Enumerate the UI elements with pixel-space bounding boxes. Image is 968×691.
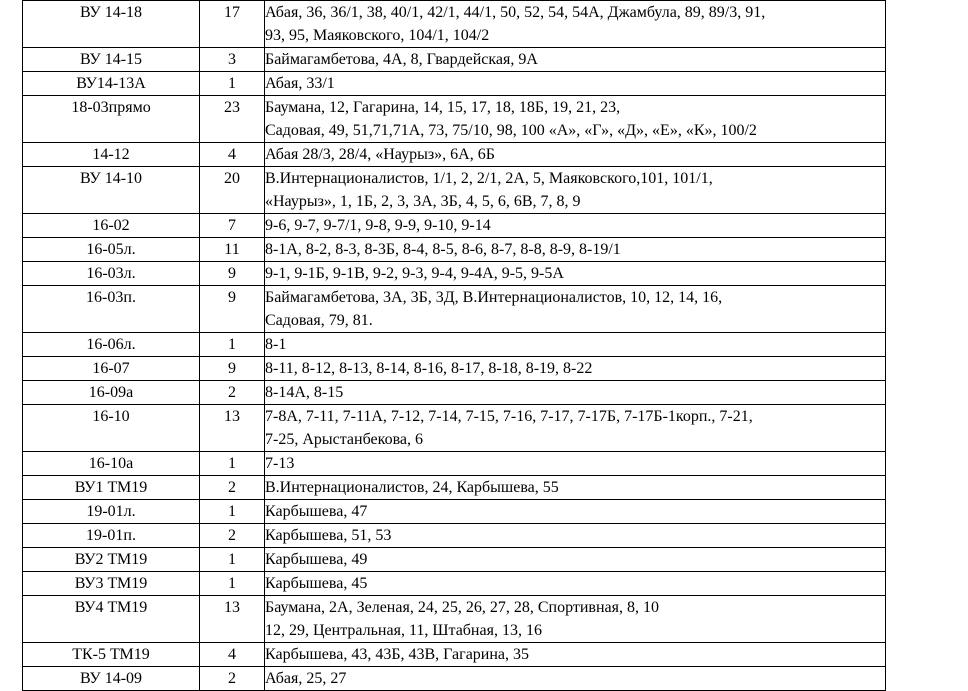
addresses-text: Баймагамбетова, 4А, 8, Гвардейская, 9А — [265, 51, 538, 68]
addresses-text: Абая 28/3, 28/4, «Наурыз», 6А, 6Б — [265, 146, 495, 163]
addresses-text: 7-8А, 7-11, 7-11А, 7-12, 7-14, 7-15, 7-16, 7-17, 7-17Б, 7-17Б-1корп., 7-21, 7-25, Арыстанбекова, 6 — [265, 408, 753, 448]
row-addresses — [265, 333, 886, 357]
row-addresses — [265, 286, 886, 333]
addresses-text: 9-1, 9-1Б, 9-1В, 9-2, 9-3, 9-4, 9-4А, 9-5, 9-5А — [265, 265, 564, 282]
row-code: 16-03л. — [23, 262, 200, 286]
row-code: ВУ14-13А — [23, 72, 200, 96]
addresses-text: 9-6, 9-7, 9-7/1, 9-8, 9-9, 9-10, 9-14 — [265, 217, 491, 234]
addresses-text: Карбышева, 49 — [265, 551, 368, 568]
row-addresses — [265, 405, 886, 452]
row-addresses — [265, 357, 886, 381]
row-code: ВУ1 ТМ19 — [23, 476, 200, 500]
row-addresses — [265, 500, 886, 524]
row-count: 9 — [200, 357, 265, 381]
addresses-text: 8-1 — [265, 336, 287, 353]
row-code: 16-03п. — [23, 286, 200, 333]
row-addresses — [265, 524, 886, 548]
row-count: 1 — [200, 72, 265, 96]
row-addresses — [265, 381, 886, 405]
addresses-text: 8-11, 8-12, 8-13, 8-14, 8-16, 8-17, 8-18, 8-19, 8-22 — [265, 360, 593, 377]
row-addresses — [265, 1, 886, 48]
addresses-text: Карбышева, 51, 53 — [265, 527, 392, 544]
row-count: 2 — [200, 524, 265, 548]
addresses-text: Карбышева, 45 — [265, 575, 368, 592]
row-addresses — [265, 214, 886, 238]
row-code: ВУ 14-15 — [23, 48, 200, 72]
addresses-text: 8-1А, 8-2, 8-3, 8-3Б, 8-4, 8-5, 8-6, 8-7, 8-8, 8-9, 8-19/1 — [265, 241, 621, 258]
addresses-text: 8-14А, 8-15 — [265, 384, 344, 401]
row-count: 4 — [200, 643, 265, 667]
row-code: 19-01л. — [23, 500, 200, 524]
table-row — [23, 333, 886, 357]
row-count: 4 — [200, 143, 265, 167]
row-addresses — [265, 643, 886, 667]
row-count: 1 — [200, 500, 265, 524]
row-count: 9 — [200, 262, 265, 286]
row-count: 1 — [200, 333, 265, 357]
table-row — [23, 643, 886, 667]
row-code: 16-09а — [23, 381, 200, 405]
table-row — [23, 572, 886, 596]
row-code: 16-06л. — [23, 333, 200, 357]
row-count: 17 — [200, 1, 265, 48]
row-count: 1 — [200, 572, 265, 596]
row-addresses — [265, 476, 886, 500]
row-code: 16-10 — [23, 405, 200, 452]
row-code: ВУ2 ТМ19 — [23, 548, 200, 572]
row-code: ВУ 14-18 — [23, 1, 200, 48]
table-row — [23, 48, 886, 72]
addresses-text: В.Интернационалистов, 24, Карбышева, 55 — [265, 479, 559, 496]
addresses-text: Абая, 33/1 — [265, 75, 335, 92]
row-count: 13 — [200, 596, 265, 643]
row-count: 2 — [200, 667, 265, 691]
row-count: 2 — [200, 381, 265, 405]
row-addresses — [265, 72, 886, 96]
addresses-text: Баумана, 2А, Зеленая, 24, 25, 26, 27, 28, Спортивная, 8, 10 12, 29, Центральная, 11, Штабная, 13, 16 — [265, 599, 659, 639]
row-addresses — [265, 262, 886, 286]
row-addresses — [265, 167, 886, 214]
row-code: 19-01п. — [23, 524, 200, 548]
address-table — [22, 0, 886, 691]
row-addresses — [265, 452, 886, 476]
table-row — [23, 548, 886, 572]
row-code: ВУ3 ТМ19 — [23, 572, 200, 596]
table-row — [23, 596, 886, 643]
addresses-text: Баймагамбетова, 3А, 3Б, 3Д, В.Интернационалистов, 10, 12, 14, 16, Садовая, 79, 81. — [265, 289, 723, 329]
table-row — [23, 72, 886, 96]
row-addresses — [265, 548, 886, 572]
table-row — [23, 214, 886, 238]
table-row — [23, 96, 886, 143]
row-count: 13 — [200, 405, 265, 452]
addresses-text: Абая, 36, 36/1, 38, 40/1, 42/1, 44/1, 50, 52, 54, 54А, Джамбула, 89, 89/3, 91, 93, 95, Маяковского, 104/1, 104/2 — [265, 4, 766, 44]
addresses-text: Карбышева, 43, 43Б, 43В, Гагарина, 35 — [265, 646, 530, 663]
addresses-text: Абая, 25, 27 — [265, 670, 347, 687]
row-addresses — [265, 596, 886, 643]
addresses-text: Баумана, 12, Гагарина, 14, 15, 17, 18, 18Б, 19, 21, 23, Садовая, 49, 51,71,71А, 73, 75/10, 98, 100 «А», «Г», «Д», «Е», «К», 100/2 — [265, 99, 757, 139]
row-code: 16-07 — [23, 357, 200, 381]
row-code: 16-10а — [23, 452, 200, 476]
row-code: ВУ 14-09 — [23, 667, 200, 691]
table-row — [23, 262, 886, 286]
row-count: 11 — [200, 238, 265, 262]
table-row — [23, 381, 886, 405]
row-code: 16-02 — [23, 214, 200, 238]
row-addresses — [265, 48, 886, 72]
addresses-text: В.Интернационалистов, 1/1, 2, 2/1, 2А, 5, Маяковского,101, 101/1, «Наурыз», 1, 1Б, 2, 3, 3А, 3Б, 4, 5, 6, 6В, 7, 8, 9 — [265, 170, 713, 210]
address-table-body — [23, 1, 886, 691]
row-addresses — [265, 572, 886, 596]
table-row — [23, 405, 886, 452]
row-addresses — [265, 143, 886, 167]
row-addresses — [265, 238, 886, 262]
row-count: 23 — [200, 96, 265, 143]
addresses-text: 7-13 — [265, 455, 295, 472]
row-count: 20 — [200, 167, 265, 214]
row-code: ВУ 14-10 — [23, 167, 200, 214]
row-count: 9 — [200, 286, 265, 333]
row-count: 7 — [200, 214, 265, 238]
addresses-text: Карбышева, 47 — [265, 503, 368, 520]
row-count: 2 — [200, 476, 265, 500]
table-row — [23, 143, 886, 167]
row-count: 1 — [200, 452, 265, 476]
table-row — [23, 452, 886, 476]
table-row — [23, 357, 886, 381]
row-code: 16-05л. — [23, 238, 200, 262]
table-row — [23, 500, 886, 524]
table-row — [23, 238, 886, 262]
row-count: 1 — [200, 548, 265, 572]
table-row — [23, 667, 886, 691]
table-row — [23, 167, 886, 214]
row-code: ТК-5 ТМ19 — [23, 643, 200, 667]
table-row — [23, 1, 886, 48]
row-addresses — [265, 667, 886, 691]
row-count: 3 — [200, 48, 265, 72]
table-row — [23, 524, 886, 548]
table-row — [23, 476, 886, 500]
row-code: ВУ4 ТМ19 — [23, 596, 200, 643]
row-code: 14-12 — [23, 143, 200, 167]
row-code: 18-03прямо — [23, 96, 200, 143]
table-row — [23, 286, 886, 333]
row-addresses — [265, 96, 886, 143]
